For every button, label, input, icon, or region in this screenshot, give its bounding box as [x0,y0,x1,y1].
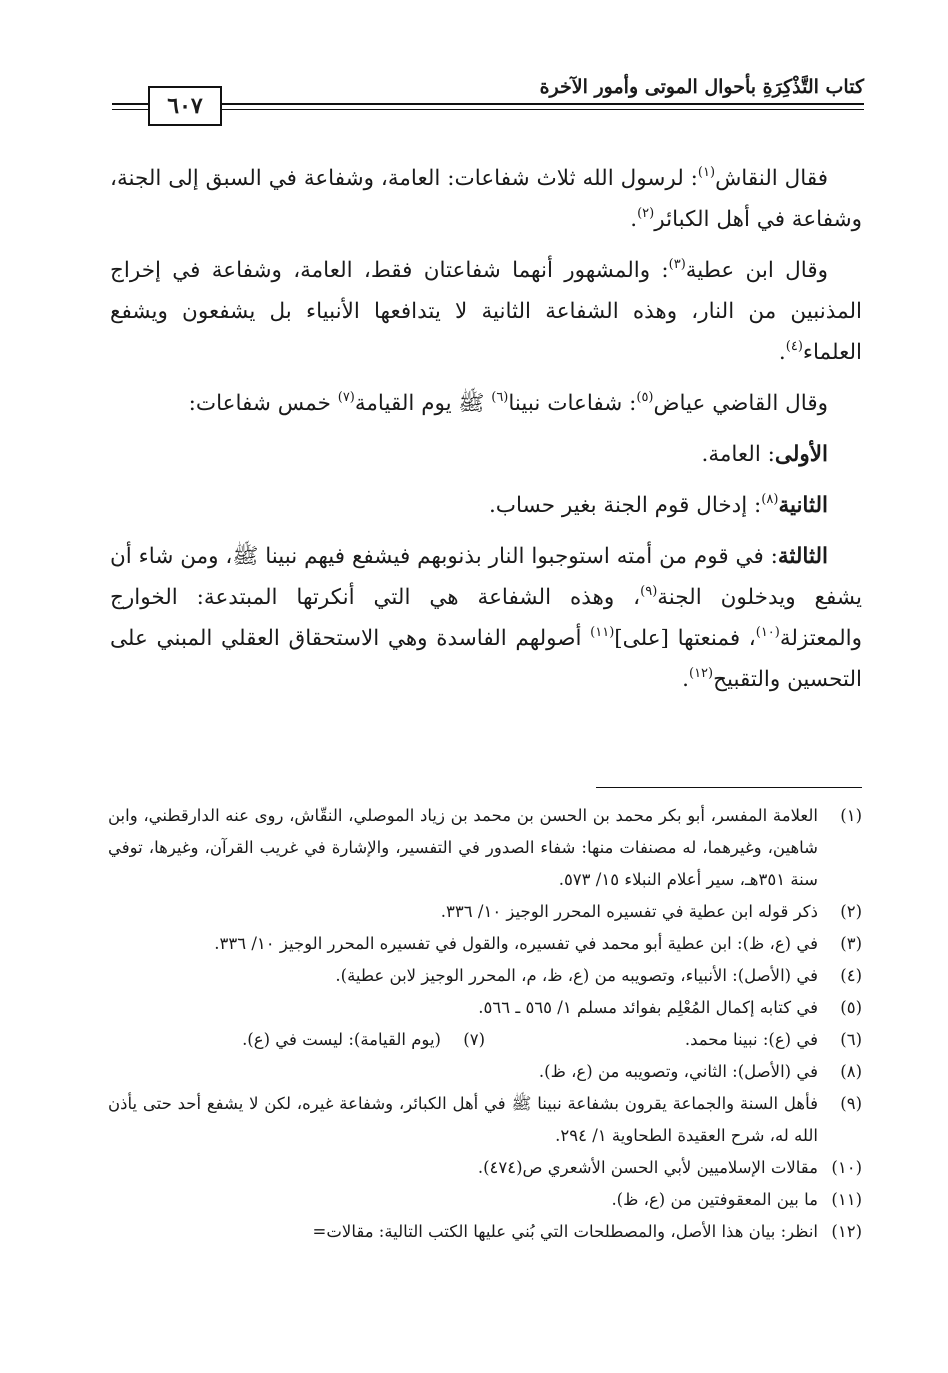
footnote-text: في (ع، ظ): ابن عطية أبو محمد في تفسيره، والقول في تفسيره المحرر الوجيز ١٠/ ٣٣٦. [214,934,818,953]
footnote-4 [108,960,862,992]
footnote-ref-6[interactable]: (٦) [491,390,509,405]
footnote-number: (٩) [840,1094,862,1113]
footnote-5 [108,992,862,1024]
footnote-ref-3[interactable]: (٣) [668,257,686,272]
text-run: وقال ابن عطية [685,258,828,283]
footnote-12 [108,1216,862,1248]
header-rule-thin [112,109,864,110]
footnote-text: ما بين المعقوفتين من (ع، ظ). [611,1190,818,1209]
footnote-ref-1[interactable]: (١) [697,165,716,180]
footnote-ref-11[interactable]: (١١) [590,625,615,640]
footnote-text: انظر: بيان هذا الأصل، والمصطلحات التي بُني عليها الكتب التالية: مقالات= [312,1222,818,1241]
footnote-ref-10[interactable]: (١٠) [755,625,780,640]
text-run: ، فمنعتها [على] [614,626,756,651]
footnote-text: في (الأصل): الثاني، وتصويبه من (ع، ظ). [538,1062,818,1081]
text-run: . [682,667,689,692]
paragraph-qadi-iyad [110,383,862,424]
footnote-1 [108,800,862,896]
footnote-number: (٦) [840,1030,862,1049]
footnote-10 [108,1152,862,1184]
page-number: ٦٠٧ [167,93,203,119]
item-label: الثانية [778,493,828,518]
footnote-separator [596,787,862,788]
footnote-number: (٨) [840,1062,862,1081]
footnote-ref-2[interactable]: (٢) [637,206,655,221]
item-second [110,485,862,526]
footnote-number: (١١) [831,1190,862,1209]
footnote-text: (يوم القيامة): ليست في (ع). [242,1030,441,1049]
item-first [110,434,862,475]
footnote-3 [108,928,862,960]
item-label: الأولى [774,442,828,467]
footnote-7 [108,1024,485,1056]
header-rule-thick [112,103,864,105]
footnote-text: في (ع): نبينا محمد. [684,1030,818,1049]
footnote-6 [485,1024,862,1056]
footnote-ref-12[interactable]: (١٢) [688,666,714,681]
footnote-number: (١) [840,806,862,825]
text-run: : لرسول الله ثلاث شفاعات: العامة، وشفاعة في السبق إلى الجنة، وشفاعة في أهل الكبائر [110,166,862,232]
item-third [110,536,862,700]
footnote-number: (٤) [840,966,862,985]
footnote-number: (١٢) [831,1222,862,1241]
main-text [110,158,862,710]
page-number-box [148,86,222,126]
footnote-ref-5[interactable]: (٥) [636,390,654,405]
footnote-number: (١٠) [831,1158,862,1177]
footnote-text: فأهل السنة والجماعة يقرون بشفاعة نبينا ﷺ في أهل الكبائر، وشفاعة غيره، لكن لا يشفع أحد حتى يأذن الله له، شرح العقيدة الطحاوية ١/ ٢٩٤. [108,1094,818,1145]
footnote-8 [108,1056,862,1088]
text-run: ﷺ يوم القيامة [354,391,492,416]
footnote-ref-9[interactable]: (٩) [640,584,658,599]
text-run: وقال القاضي عياض [653,391,828,416]
footnote-11 [108,1184,862,1216]
text-run: : شفاعات نبينا [508,391,637,416]
footnotes [108,800,862,1248]
footnote-6-7-row [108,1024,862,1056]
paragraph-ibn-atiyya [110,250,862,373]
footnote-ref-8[interactable]: (٨) [761,492,779,507]
paragraph-naqqash [110,158,862,240]
text-run: ، وهذه الشفاعة هي التي أنكرتها المبتدعة: الخوارج والمعتزلة [110,585,862,651]
text-run: . [630,207,638,232]
running-header-title: كتاب التَّذْكِرَةِ بأحوال الموتى وأمور الآخرة [539,76,864,98]
footnote-9 [108,1088,862,1152]
footnote-number: (٧) [463,1030,485,1049]
footnote-number: (٥) [840,998,862,1017]
footnote-text: ذكر قوله ابن عطية في تفسيره المحرر الوجيز ١٠/ ٣٣٦. [440,902,818,921]
text-run: : إدخال قوم الجنة بغير حساب. [488,493,762,518]
footnote-text: في كتابه إكمال المُعْلِم بفوائد مسلم ١/ ٥٦٥ ـ ٥٦٦. [478,998,818,1017]
text-run: خمس شفاعات: [188,391,338,416]
footnote-number: (٢) [840,902,862,921]
text-run: : والمشهور أنهما شفاعتان فقط، العامة، وشفاعة في إخراج المذنبين من النار، وهذه الشفاعة الثانية لا يتدافعها الأنبياء بل يشفعون ويشفع العلماء [110,258,862,365]
item-label: الثالثة [777,544,828,569]
text-run: أصولهم الفاسدة وهي الاستحقاق العقلي المبني على التحسين والتقبيح [110,626,862,692]
text-run: . [778,340,786,365]
footnote-number: (٣) [840,934,862,953]
text-run: : العامة. [701,442,775,467]
footnote-ref-4[interactable]: (٤) [785,339,803,354]
footnote-text: في (الأصل): الأنبياء، وتصويبه من (ع، ظ، م، المحرر الوجيز لابن عطية). [335,966,818,985]
footnote-ref-7[interactable]: (٧) [337,390,355,405]
text-run: فقال النقاش [715,166,828,191]
footnote-2 [108,896,862,928]
footnote-text: مقالات الإسلاميين لأبي الحسن الأشعري ص(٤٧٤). [477,1158,818,1177]
footnote-text: العلامة المفسر، أبو بكر محمد بن الحسن بن محمد بن زياد الموصلي، النقّاش، روى عنه الدارقطني، وابن شاهين، وغيرهما، له مصنفات منها: شفاء الصدور في التفسير، والإشارة في غريب القرآن، وغيرها، توفي سنة ٣٥١هـ، سير أعلام النبلاء ١٥/ ٥٧٣. [108,806,818,889]
text-run: : في قوم من أمته استوجبوا النار بذنوبهم فيشفع فيهم نبينا ﷺ، ومن شاء أن يشفع ويدخلون الجنة [110,544,863,610]
